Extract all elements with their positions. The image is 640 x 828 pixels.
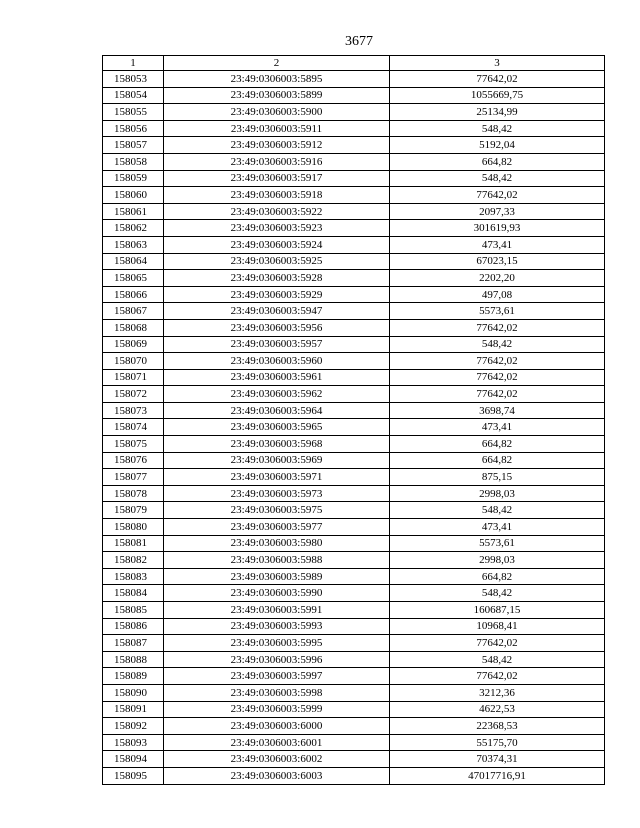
table-row	[103, 635, 605, 652]
row-number-cell: 158053	[103, 71, 164, 88]
cadastral-number-cell: 23:49:0306003:5899	[164, 87, 390, 104]
cadastral-number-cell: 23:49:0306003:5998	[164, 684, 390, 701]
table-row	[103, 187, 605, 204]
row-number-cell: 158066	[103, 286, 164, 303]
cadastral-number-cell: 23:49:0306003:5911	[164, 120, 390, 137]
cadastral-value-cell: 5573,61	[390, 303, 605, 320]
table-row	[103, 618, 605, 635]
row-number-cell: 158073	[103, 402, 164, 419]
row-number-cell: 158062	[103, 220, 164, 237]
cadastral-number-cell: 23:49:0306003:5973	[164, 485, 390, 502]
cadastral-number-cell: 23:49:0306003:5997	[164, 668, 390, 685]
table-row	[103, 535, 605, 552]
cadastral-value-cell: 3698,74	[390, 402, 605, 419]
cadastral-number-cell: 23:49:0306003:6000	[164, 718, 390, 735]
cadastral-number-cell: 23:49:0306003:5900	[164, 104, 390, 121]
table-row	[103, 651, 605, 668]
cadastral-value-cell: 5573,61	[390, 535, 605, 552]
row-number-cell: 158069	[103, 336, 164, 353]
row-number-cell: 158070	[103, 353, 164, 370]
row-number-cell: 158083	[103, 568, 164, 585]
cadastral-number-cell: 23:49:0306003:5917	[164, 170, 390, 187]
cadastral-value-cell: 2998,03	[390, 485, 605, 502]
cadastral-number-cell: 23:49:0306003:5916	[164, 153, 390, 170]
cadastral-value-cell: 473,41	[390, 236, 605, 253]
row-number-cell: 158095	[103, 767, 164, 784]
cadastral-value-cell: 22368,53	[390, 718, 605, 735]
table-row	[103, 668, 605, 685]
cadastral-number-cell: 23:49:0306003:5969	[164, 452, 390, 469]
table-row	[103, 767, 605, 784]
cadastral-value-cell: 548,42	[390, 651, 605, 668]
cadastral-value-cell: 55175,70	[390, 734, 605, 751]
cadastral-value-cell: 77642,02	[390, 668, 605, 685]
cadastral-number-cell: 23:49:0306003:5956	[164, 319, 390, 336]
cadastral-value-cell: 548,42	[390, 120, 605, 137]
table-row	[103, 436, 605, 453]
cadastral-value-cell: 875,15	[390, 469, 605, 486]
row-number-cell: 158057	[103, 137, 164, 154]
column-header-2: 2	[164, 56, 390, 71]
row-number-cell: 158074	[103, 419, 164, 436]
cadastral-value-cell: 3212,36	[390, 684, 605, 701]
cadastral-number-cell: 23:49:0306003:5971	[164, 469, 390, 486]
cadastral-number-cell: 23:49:0306003:5918	[164, 187, 390, 204]
table-row	[103, 270, 605, 287]
page-number: 3677	[345, 34, 373, 49]
cadastral-number-cell: 23:49:0306003:6003	[164, 767, 390, 784]
cadastral-number-cell: 23:49:0306003:5912	[164, 137, 390, 154]
cadastral-value-cell: 77642,02	[390, 71, 605, 88]
cadastral-number-cell: 23:49:0306003:5993	[164, 618, 390, 635]
cadastral-number-cell: 23:49:0306003:5989	[164, 568, 390, 585]
table-row	[103, 718, 605, 735]
row-number-cell: 158063	[103, 236, 164, 253]
cadastral-value-cell: 301619,93	[390, 220, 605, 237]
cadastral-value-cell: 664,82	[390, 436, 605, 453]
table-row	[103, 502, 605, 519]
table-row	[103, 386, 605, 403]
cadastral-number-cell: 23:49:0306003:5962	[164, 386, 390, 403]
table-row	[103, 585, 605, 602]
cadastral-number-cell: 23:49:0306003:5988	[164, 552, 390, 569]
row-number-cell: 158056	[103, 120, 164, 137]
table-row	[103, 402, 605, 419]
row-number-cell: 158067	[103, 303, 164, 320]
row-number-cell: 158055	[103, 104, 164, 121]
row-number-cell: 158090	[103, 684, 164, 701]
table-row	[103, 319, 605, 336]
cadastral-number-cell: 23:49:0306003:5999	[164, 701, 390, 718]
cadastral-number-cell: 23:49:0306003:5947	[164, 303, 390, 320]
table-row	[103, 170, 605, 187]
column-header-1: 1	[103, 56, 164, 71]
cadastral-number-cell: 23:49:0306003:5895	[164, 71, 390, 88]
cadastral-value-cell: 2998,03	[390, 552, 605, 569]
row-number-cell: 158089	[103, 668, 164, 685]
cadastral-number-cell: 23:49:0306003:5975	[164, 502, 390, 519]
row-number-cell: 158061	[103, 203, 164, 220]
table-row	[103, 203, 605, 220]
row-number-cell: 158080	[103, 519, 164, 536]
cadastral-value-cell: 664,82	[390, 153, 605, 170]
row-number-cell: 158087	[103, 635, 164, 652]
cadastral-number-cell: 23:49:0306003:5965	[164, 419, 390, 436]
cadastral-number-cell: 23:49:0306003:5991	[164, 602, 390, 619]
row-number-cell: 158082	[103, 552, 164, 569]
table-row	[103, 734, 605, 751]
cadastral-value-cell: 77642,02	[390, 635, 605, 652]
row-number-cell: 158091	[103, 701, 164, 718]
table-row	[103, 684, 605, 701]
cadastral-number-cell: 23:49:0306003:6001	[164, 734, 390, 751]
cadastral-value-cell: 1055669,75	[390, 87, 605, 104]
row-number-cell: 158059	[103, 170, 164, 187]
table-row	[103, 519, 605, 536]
cadastral-value-cell: 497,08	[390, 286, 605, 303]
cadastral-value-cell: 77642,02	[390, 187, 605, 204]
table-row	[103, 568, 605, 585]
row-number-cell: 158085	[103, 602, 164, 619]
row-number-cell: 158086	[103, 618, 164, 635]
cadastral-number-cell: 23:49:0306003:5925	[164, 253, 390, 270]
cadastral-number-cell: 23:49:0306003:5922	[164, 203, 390, 220]
cadastral-value-cell: 77642,02	[390, 353, 605, 370]
row-number-cell: 158075	[103, 436, 164, 453]
cadastral-value-cell: 664,82	[390, 452, 605, 469]
table-row	[103, 236, 605, 253]
table-row	[103, 552, 605, 569]
cadastral-value-cell: 2202,20	[390, 270, 605, 287]
cadastral-number-cell: 23:49:0306003:5964	[164, 402, 390, 419]
cadastral-number-cell: 23:49:0306003:5928	[164, 270, 390, 287]
row-number-cell: 158072	[103, 386, 164, 403]
cadastral-value-cell: 25134,99	[390, 104, 605, 121]
table-row	[103, 469, 605, 486]
cadastral-number-cell: 23:49:0306003:5961	[164, 369, 390, 386]
cadastral-number-cell: 23:49:0306003:5980	[164, 535, 390, 552]
row-number-cell: 158084	[103, 585, 164, 602]
table-row	[103, 220, 605, 237]
cadastral-number-cell: 23:49:0306003:5995	[164, 635, 390, 652]
table-body	[103, 71, 605, 785]
cadastral-value-cell: 5192,04	[390, 137, 605, 154]
cadastral-value-cell: 473,41	[390, 519, 605, 536]
table-row	[103, 751, 605, 768]
table-row	[103, 253, 605, 270]
table-row	[103, 369, 605, 386]
column-number-row	[103, 56, 605, 71]
cadastral-value-table	[102, 55, 605, 785]
cadastral-value-cell: 2097,33	[390, 203, 605, 220]
cadastral-value-cell: 4622,53	[390, 701, 605, 718]
cadastral-value-cell: 10968,41	[390, 618, 605, 635]
row-number-cell: 158058	[103, 153, 164, 170]
cadastral-value-cell: 47017716,91	[390, 767, 605, 784]
cadastral-number-cell: 23:49:0306003:5990	[164, 585, 390, 602]
row-number-cell: 158088	[103, 651, 164, 668]
table-row	[103, 286, 605, 303]
cadastral-number-cell: 23:49:0306003:5929	[164, 286, 390, 303]
row-number-cell: 158060	[103, 187, 164, 204]
row-number-cell: 158093	[103, 734, 164, 751]
cadastral-value-cell: 77642,02	[390, 319, 605, 336]
cadastral-number-cell: 23:49:0306003:5924	[164, 236, 390, 253]
row-number-cell: 158064	[103, 253, 164, 270]
table-row	[103, 602, 605, 619]
cadastral-number-cell: 23:49:0306003:5923	[164, 220, 390, 237]
cadastral-value-cell: 664,82	[390, 568, 605, 585]
row-number-cell: 158078	[103, 485, 164, 502]
cadastral-value-cell: 77642,02	[390, 369, 605, 386]
cadastral-value-cell: 70374,31	[390, 751, 605, 768]
row-number-cell: 158081	[103, 535, 164, 552]
column-header-3: 3	[390, 56, 605, 71]
cadastral-value-cell: 548,42	[390, 336, 605, 353]
cadastral-number-cell: 23:49:0306003:6002	[164, 751, 390, 768]
table-row	[103, 104, 605, 121]
row-number-cell: 158079	[103, 502, 164, 519]
cadastral-number-cell: 23:49:0306003:5960	[164, 353, 390, 370]
row-number-cell: 158068	[103, 319, 164, 336]
cadastral-value-cell: 77642,02	[390, 386, 605, 403]
row-number-cell: 158094	[103, 751, 164, 768]
table-row	[103, 303, 605, 320]
cadastral-value-cell: 67023,15	[390, 253, 605, 270]
table-row	[103, 485, 605, 502]
table-row	[103, 452, 605, 469]
cadastral-number-cell: 23:49:0306003:5968	[164, 436, 390, 453]
cadastral-value-cell: 548,42	[390, 585, 605, 602]
row-number-cell: 158071	[103, 369, 164, 386]
table-row	[103, 353, 605, 370]
table-row	[103, 153, 605, 170]
row-number-cell: 158076	[103, 452, 164, 469]
table-row	[103, 87, 605, 104]
cadastral-number-cell: 23:49:0306003:5957	[164, 336, 390, 353]
row-number-cell: 158065	[103, 270, 164, 287]
row-number-cell: 158092	[103, 718, 164, 735]
row-number-cell: 158077	[103, 469, 164, 486]
cadastral-value-cell: 548,42	[390, 170, 605, 187]
cadastral-number-cell: 23:49:0306003:5977	[164, 519, 390, 536]
cadastral-value-cell: 548,42	[390, 502, 605, 519]
cadastral-value-cell: 473,41	[390, 419, 605, 436]
table-row	[103, 137, 605, 154]
table-row	[103, 71, 605, 88]
table-row	[103, 336, 605, 353]
row-number-cell: 158054	[103, 87, 164, 104]
cadastral-value-cell: 160687,15	[390, 602, 605, 619]
table-row	[103, 701, 605, 718]
table-row	[103, 120, 605, 137]
table-row	[103, 419, 605, 436]
cadastral-number-cell: 23:49:0306003:5996	[164, 651, 390, 668]
